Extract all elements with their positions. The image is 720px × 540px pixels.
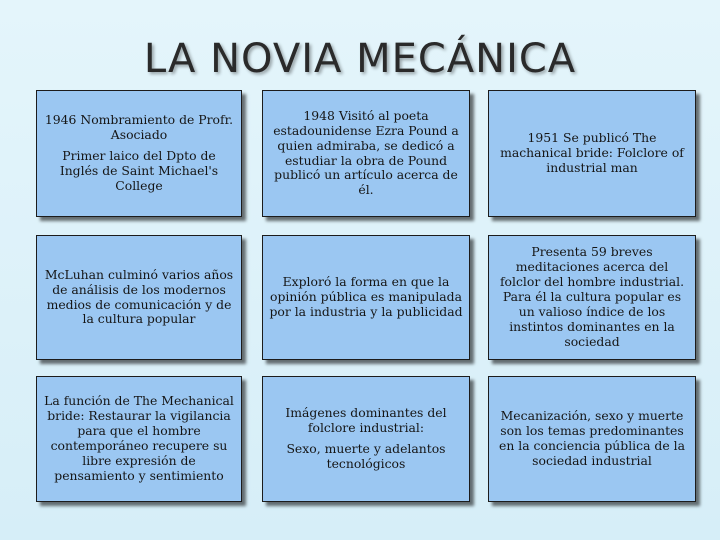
box-text: Presenta 59 breves meditaciones acerca del folclor del hombre industrial. Para él la cultura popular es un valioso índice de los instintos dominantes en la sociedad	[499, 244, 685, 349]
text-box-59-meditations	[488, 235, 696, 360]
box-text: 1946 Nombramiento de Profr. Asociado	[44, 112, 234, 143]
text-box-mcluhan-analysis	[36, 235, 242, 360]
text-box-mechanization-themes	[488, 376, 696, 502]
text-box-1948-pound	[262, 90, 470, 217]
text-box-function	[36, 376, 242, 502]
slide-title: LA NOVIA MECÁNICA	[143, 36, 577, 82]
box-text: Mecanización, sexo y muerte son los temas predominantes en la conciencia pública de la sociedad industrial	[499, 408, 685, 468]
box-text: La función de The Mechanical bride: Restaurar la vigilancia para que el hombre contemporáneo recupere su libre expresión de pensamiento y sentimiento	[44, 393, 234, 483]
text-box-1951-publication	[488, 90, 696, 217]
text-box-dominant-images	[262, 376, 470, 502]
box-text: Exploró la forma en que la opinión pública es manipulada por la industria y la publicidad	[269, 274, 463, 319]
text-box-public-opinion	[262, 235, 470, 360]
box-text: McLuhan culminó varios años de análisis de los modernos medios de comunicación y de la cultura popular	[44, 266, 234, 327]
box-text: 1951 Se publicó The machanical bride: Folclore of industrial man	[500, 130, 684, 175]
box-text: Imágenes dominantes del folclore industrial:	[285, 405, 447, 436]
box-text: Sexo, muerte y adelantos tecnológicos	[286, 441, 446, 471]
text-box-1946-appointment	[36, 90, 242, 217]
box-text: Primer laico del Dpto de Inglés de Saint Michael's College	[59, 148, 219, 193]
box-text: 1948 Visitó al poeta estadounidense Ezra Pound a quien admiraba, se dedicó a estudiar la obra de Pound publicó un artículo acerca de él.	[273, 107, 459, 198]
